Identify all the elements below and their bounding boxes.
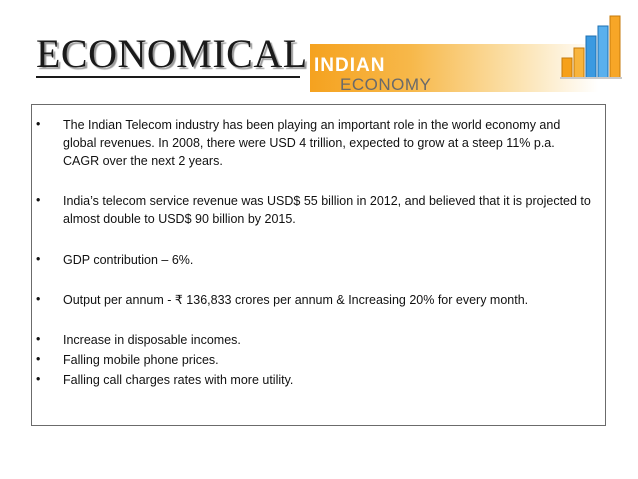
bullet-text-output: Output per annum - ₹ 136,833 crores per annum & Increasing 20% for every month. [63, 293, 529, 307]
bullet-text-phone-prices: Falling mobile phone prices. [63, 353, 219, 367]
bullet-text-call-charges: Falling call charges rates with more utility. [63, 373, 294, 387]
bullet-marker: • [36, 252, 41, 266]
slide-title: ECONOMICAL [36, 31, 308, 76]
bullet-text-telecom-industry: The Indian Telecom industry has been playing an important role in the world economy and global revenues. In 2008, there were USD 4 trillion, expected to grow at a steep 11% p.a. CAGR over the next 2 years. [63, 118, 561, 168]
bullet-marker: • [36, 352, 41, 366]
banner-economy-text: ECONOMY [340, 75, 432, 94]
bullet-marker: • [36, 117, 41, 131]
bullet-marker: • [36, 292, 41, 306]
bullet-text-gdp: GDP contribution – 6%. [63, 253, 194, 267]
bullet-text-service-revenue: India’s telecom service revenue was USD$ 55 billion in 2012, and believed that it is projected to almost double to USD$ 90 billion by 2015. [63, 194, 591, 226]
bar-graph-icon [558, 14, 624, 84]
banner-indian-text: INDIAN [314, 55, 386, 76]
bullet-marker: • [36, 372, 41, 386]
bullet-text-disposable-incomes: Increase in disposable incomes. [63, 333, 241, 347]
bar-graph-icon-bars [560, 16, 622, 78]
bullet-marker: • [36, 193, 41, 207]
bullet-marker: • [36, 332, 41, 346]
title-underline [36, 76, 300, 78]
